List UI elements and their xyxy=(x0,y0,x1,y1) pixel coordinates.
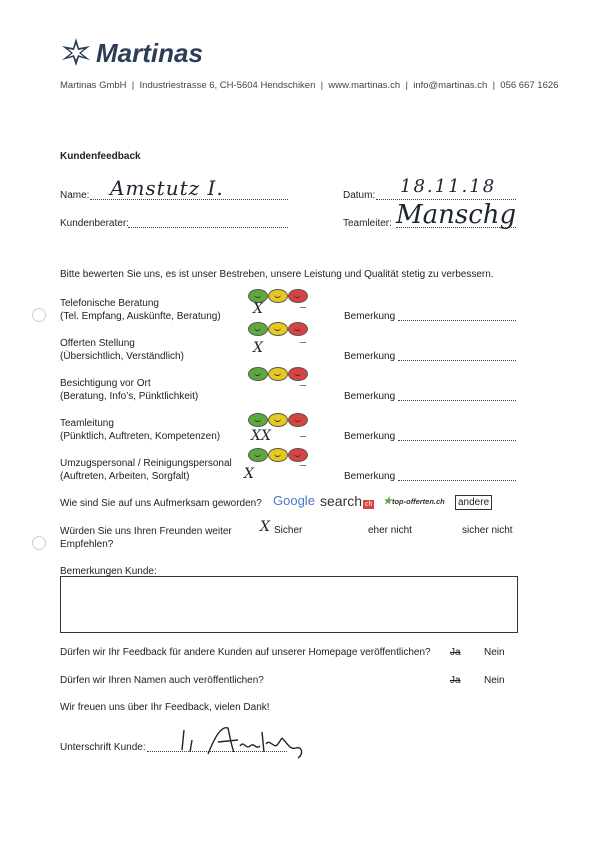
source-google-text: Google xyxy=(273,493,315,508)
dash-mark xyxy=(300,465,306,466)
date-value: 18.11.18 xyxy=(400,176,497,197)
name-label: Name: xyxy=(60,190,90,201)
rating-row-3-title: Besichtigung vor Ort xyxy=(60,378,151,389)
recommend-option-sicher-nicht[interactable]: sicher nicht xyxy=(462,525,513,536)
smiley-good-icon[interactable] xyxy=(248,322,268,336)
date-label: Datum: xyxy=(343,190,376,201)
dash-mark xyxy=(300,436,306,437)
remark-line xyxy=(398,440,516,441)
rating-row-5-mark: X xyxy=(244,466,254,482)
name-publish-ja-option[interactable] xyxy=(450,674,461,687)
intro-text: Bitte bewerten Sie uns, es ist unser Bestreben, unsere Leistung und Qualität stetig zu verbessern. xyxy=(60,269,494,280)
comments-label: Bemerkungen Kunde: xyxy=(60,566,157,577)
dash-mark xyxy=(300,307,306,308)
rating-row-1-remark-label: Bemerkung xyxy=(344,311,396,322)
rating-row-2-sub: (Übersichtlich, Verständlich) xyxy=(60,351,184,362)
form-title: Kundenfeedback xyxy=(60,151,141,162)
dash-mark xyxy=(300,385,306,386)
source-andere-text: andere xyxy=(458,497,490,508)
rating-row-4-sub: (Pünktlich, Auftreten, Kompetenzen) xyxy=(60,431,221,442)
rating-row-5-title: Umzugspersonal / Reinigungspersonal xyxy=(60,458,232,469)
smiley-bad-icon[interactable] xyxy=(288,413,308,427)
source-search[interactable] xyxy=(320,493,374,511)
source-andere[interactable] xyxy=(455,495,492,510)
search-ch-badge: ch xyxy=(365,501,373,508)
dash-mark xyxy=(300,342,306,343)
punch-hole xyxy=(32,536,46,550)
signature-label: Unterschrift Kunde: xyxy=(60,742,146,753)
remark-line xyxy=(398,360,516,361)
remark-line xyxy=(398,480,516,481)
punch-hole xyxy=(32,308,46,322)
publish-ja-text: Ja xyxy=(450,647,461,658)
name-value: Amstutz I. xyxy=(110,176,224,200)
rating-row-4-mark: XX xyxy=(251,428,271,444)
smiley-good-icon[interactable] xyxy=(248,413,268,427)
smiley-bad-icon[interactable] xyxy=(288,322,308,336)
rating-row-1-title: Telefonische Beratung xyxy=(60,298,159,309)
logo-star-icon xyxy=(60,38,92,66)
rating-row-5-sub: (Auftreten, Arbeiten, Sorgfalt) xyxy=(60,471,190,482)
name-publish-question: Dürfen wir Ihren Namen auch veröffentlichen? xyxy=(60,675,264,686)
smiley-bad-icon[interactable] xyxy=(288,289,308,303)
recommend-question-line1: Würden Sie uns Ihren Freunden weiter xyxy=(60,526,232,537)
rating-row-2-remark-label: Bemerkung xyxy=(344,351,396,362)
rating-row-4-title: Teamleitung xyxy=(60,418,114,429)
smiley-neutral-icon[interactable] xyxy=(268,289,288,303)
smiley-bad-icon[interactable] xyxy=(288,448,308,462)
recommend-option-sicher[interactable]: Sicher xyxy=(274,525,303,536)
publish-nein-option[interactable]: Nein xyxy=(484,647,505,658)
source-topofferten-text: top-offerten.ch xyxy=(391,497,445,506)
company-address: Martinas GmbH | Industriestrasse 6, CH-5604 Hendschiken | www.martinas.ch | info@martinas.ch | 056 667 1626 xyxy=(60,80,559,91)
topofferten-star-icon: ★ xyxy=(383,496,392,507)
logo-text: Martinas xyxy=(96,38,203,68)
recommend-option-eher-nicht[interactable]: eher nicht xyxy=(368,525,412,536)
thanks-text: Wir freuen uns über Ihr Feedback, vielen Dank! xyxy=(60,702,270,713)
publish-question: Dürfen wir Ihr Feedback für andere Kunden auf unserer Homepage veröffentlichen? xyxy=(60,647,431,658)
remark-line xyxy=(398,400,516,401)
recommend-mark: X xyxy=(260,519,270,535)
advisor-label: Kundenberater: xyxy=(60,218,129,229)
remark-line xyxy=(398,320,516,321)
rating-row-2-mark: X xyxy=(253,340,263,356)
comments-box[interactable] xyxy=(60,576,518,633)
smiley-good-icon[interactable] xyxy=(248,448,268,462)
smiley-good-icon[interactable] xyxy=(248,367,268,381)
smiley-bad-icon[interactable] xyxy=(288,367,308,381)
name-publish-ja-text: Ja xyxy=(450,675,461,686)
smiley-neutral-icon[interactable] xyxy=(268,367,288,381)
rating-row-1-mark: X xyxy=(253,301,263,317)
source-google[interactable] xyxy=(273,493,315,508)
source-question: Wie sind Sie auf uns Aufmerksam geworden? xyxy=(60,498,262,509)
advisor-line xyxy=(128,227,288,228)
rating-row-2-title: Offerten Stellung xyxy=(60,338,135,349)
smiley-neutral-icon[interactable] xyxy=(268,413,288,427)
smiley-neutral-icon[interactable] xyxy=(268,448,288,462)
name-publish-nein-option[interactable]: Nein xyxy=(484,675,505,686)
teamlead-label: Teamleiter: xyxy=(343,218,392,229)
customer-signature xyxy=(178,720,308,760)
rating-row-5-remark-label: Bemerkung xyxy=(344,471,396,482)
rating-row-3-remark-label: Bemerkung xyxy=(344,391,396,402)
recommend-question-line2: Empfehlen? xyxy=(60,539,114,550)
source-search-text: search xyxy=(320,493,363,509)
rating-row-1-sub: (Tel. Empfang, Auskünfte, Beratung) xyxy=(60,311,221,322)
rating-row-3-sub: (Beratung, Info’s, Pünktlichkeit) xyxy=(60,391,199,402)
smiley-neutral-icon[interactable] xyxy=(268,322,288,336)
teamlead-value: Manschg xyxy=(396,200,517,230)
source-topofferten[interactable] xyxy=(383,496,445,507)
publish-ja-option[interactable] xyxy=(450,646,461,659)
rating-row-4-remark-label: Bemerkung xyxy=(344,431,396,442)
